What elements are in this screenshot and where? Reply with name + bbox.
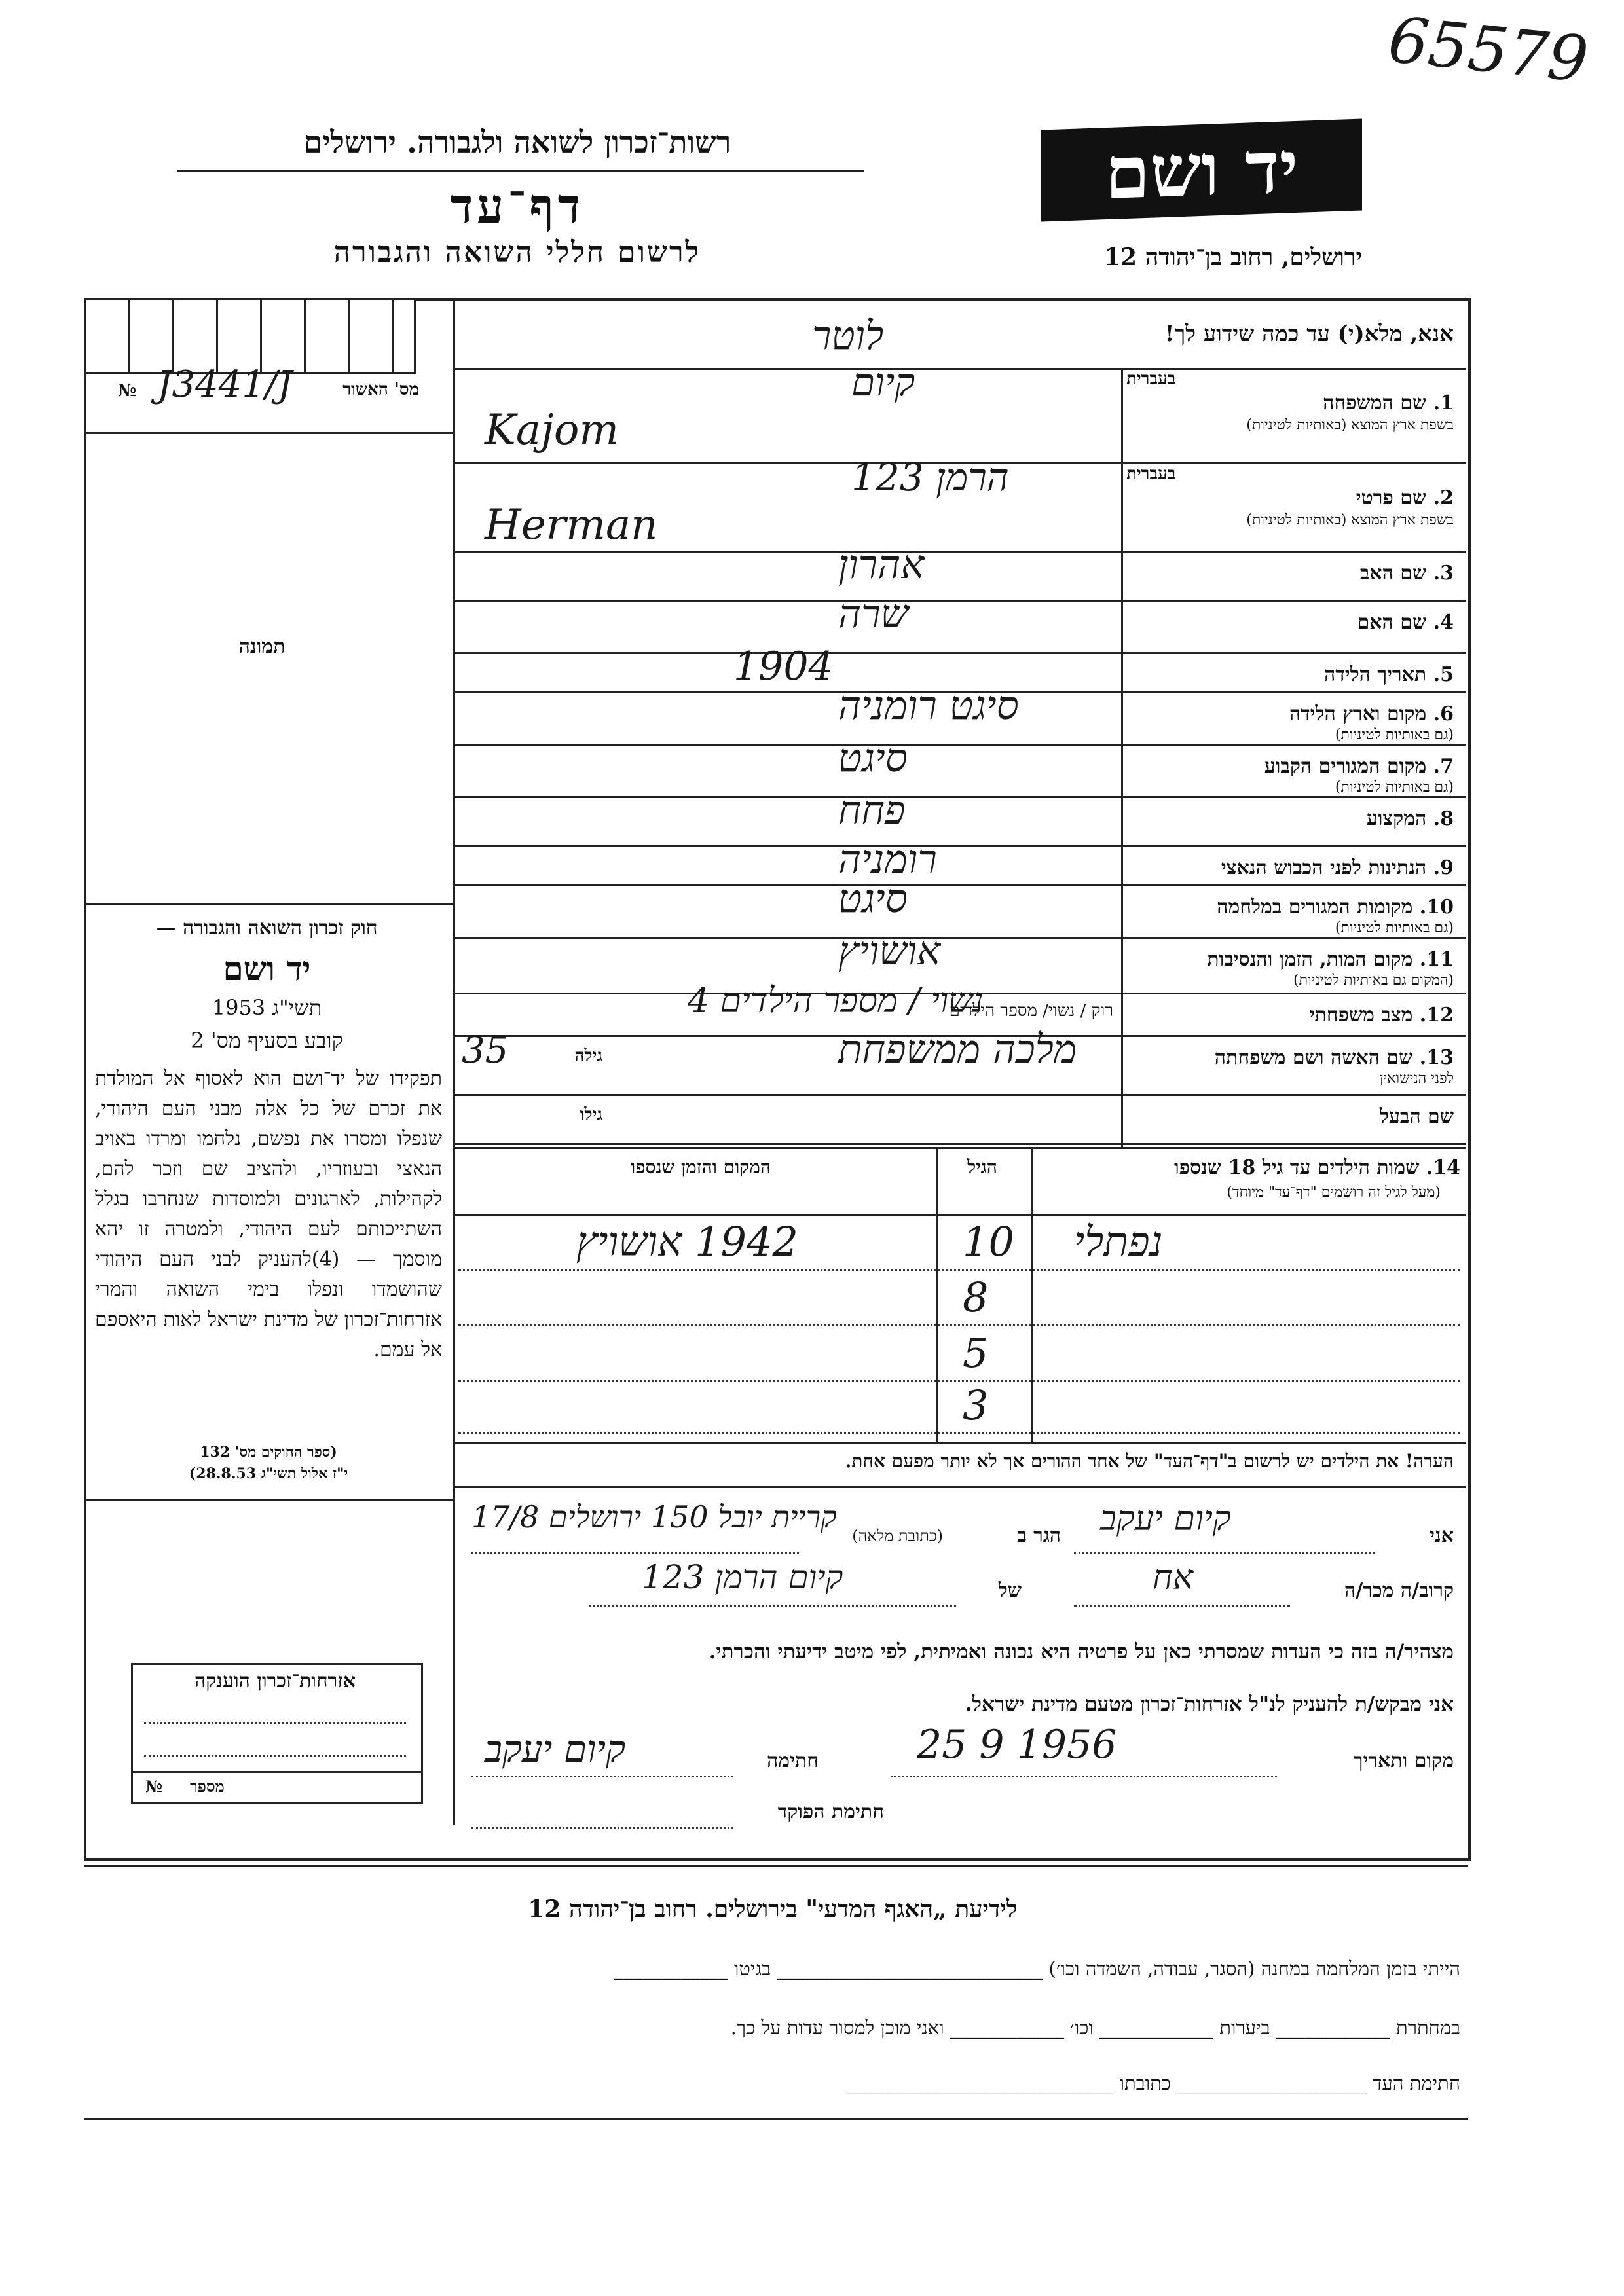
sidebar-divider [453,300,455,1825]
field-value-10: סיגט [838,876,908,922]
field-label-6: 6. מקום וארץ הלידה [1289,702,1454,725]
field-hint-2: בעברית [1126,464,1176,484]
field-value-latin-2: Herman [485,501,658,549]
field-value-3: אהרון [838,542,925,588]
field-value-he-2: הרמן 123 [851,455,1009,500]
decl-relation: אח [1153,1558,1193,1597]
child-row-rule-2 [458,1324,1460,1326]
field-label-12: 12. מצב משפחתי [1309,1004,1454,1027]
child-row-rule-3 [458,1380,1460,1382]
child-age-4: 3 [963,1381,989,1429]
field-rule-8 [453,845,1466,847]
note-bottom-rule [453,1486,1466,1488]
footer-line-2: במחתרת ____________ ביערות ____________ וכו׳ ____________ ואני מוכן למסור עדות על כך. [730,2016,1460,2039]
footer-rule-2 [84,1865,1468,1867]
field-label-7: 7. מקום המגורים הקבוע [1264,755,1454,778]
field-printed-12: רוק / נשוי/ מספר הילדים [949,1001,1113,1021]
note: הערה! את הילדים יש לרשום ב"דף־העד" של אחד ההורים אך לא יותר מפעם אחת. [845,1450,1454,1472]
field-value-5: 1904 [733,644,834,689]
field-hint-1: בעברית [1126,369,1176,389]
children-label: 14. שמות הילדים עד גיל 18 שנספו [1173,1156,1460,1179]
field-label-9: 9. הנתינות לפני הכבוש הנאצי [1221,856,1454,879]
law-clause: קובע בסעיף מס' 2 [191,1028,343,1053]
child-age-2: 8 [963,1273,989,1321]
field-label-14: שם הבעל [1379,1105,1454,1128]
citizenship-line-1 [144,1722,406,1724]
instruction: אנא, מלא(י) עד כמה שידוע לך! [1164,321,1454,347]
registration-no-sign: № [118,381,137,401]
registration-number: J3441/J [157,363,293,406]
decl-line-name [1074,1552,1375,1554]
field-rule-2 [453,551,1466,553]
footer-rule-1 [84,1858,1468,1860]
field-value-7: סיגט [838,735,908,781]
yad-vashem-logo: יד ושם [1041,118,1362,221]
field-label-11: 11. מקום המות, הזמן והנסיבות [1207,948,1454,971]
field-sub-11: (המקום גם באותיות לטיניות) [1293,972,1454,989]
law-name: יד ושם [223,949,311,988]
decl-line-signature [471,1776,733,1777]
field-rule-14 [453,1143,1466,1145]
sidebar-rule-1 [86,432,453,434]
field-sub-7: (גם באותיות לטיניות) [1335,779,1454,795]
citizenship-number-label: מספר [190,1777,225,1796]
decl-official-label: חתימת הפוקד [777,1800,884,1823]
decl-line-date [891,1776,1277,1777]
decl-resident-label: הגר ב [1017,1524,1061,1547]
citizenship-no-sign: № [145,1777,163,1796]
law-text: תפקידו של יד־ושם הוא לאסוף אל המולדת את זכרם של כל אלה מבני העם היהודי, שנפלו ומסרו את נפשם, נלחמו ומרדו באויב הנאצי ובעוזריו, ולהציב שם וזכר להם, לקהילות, לארגונים ולמוסדות שנחרבו בגלל השתייכותם לעם היהודי, ולמטרה זו יהא מוסמך — (4)להעניק לבני העם היהודי שהושמדו ונפלו בימי השואה והמרי אזרחות־זכרון של מדינת ישראל לאות היאספם אל עמם. [95,1067,442,1361]
sidebar-rule-2 [86,903,453,905]
field-label-2: 2. שם פרטי [1356,486,1454,509]
field-value-6: סיגט רומניה [838,683,1019,729]
field-rule-13 [453,1094,1466,1096]
children-age-col-left [936,1147,938,1442]
footer-title: לידיעת „האגף המדעי" בירושלים. רחוב בן־יהודה 12 [528,1895,1018,1923]
decl-line-address [471,1552,799,1554]
instruction-handwritten: לוטר [812,313,884,359]
field-value-9: רומניה [838,837,937,883]
field-age-label-13: גילה [574,1046,602,1066]
field-sub-6: (גם באותיות לטיניות) [1335,727,1454,743]
law-year: תשי"ג 1953 [212,995,322,1020]
field-value-he-1: קיום [851,360,915,405]
note-top-rule [453,1442,1466,1444]
form-subtitle: לרשום חללי השואה והגבורה [333,236,701,269]
registration-label: מס' האשור [342,380,419,399]
decl-witness-name: קיום יעקב [1100,1499,1231,1539]
field-label-1: 1. שם המשפחה [1323,392,1454,414]
field-value-latin-1: Kajom [485,406,619,454]
field-label-5: 5. תאריך הלידה [1324,663,1454,686]
field-age-label-14: גילו [580,1105,602,1125]
field-age-value-13: 35 [462,1029,509,1072]
photo-label: תמונה [238,635,286,658]
field-rule-9 [453,884,1466,886]
children-age-col-right [1031,1147,1033,1442]
field-value-4: שרה [838,591,909,637]
citizenship-line-3 [131,1771,421,1773]
decl-address-hint: (כתובת מלאה) [852,1527,943,1545]
field-label-10: 10. מקומות המגורים במלחמה [1217,896,1454,919]
header-rule [177,170,864,172]
child-name-1: נפתלי [1074,1218,1163,1266]
children-col-place: המקום והזמן שנספו [631,1156,771,1178]
field-rule-4 [453,652,1466,654]
decl-date-value: 25 9 1956 [917,1722,1117,1768]
children-header-rule [453,1214,1466,1216]
decl-witness-address: 17/8 קריית יובל 150 ירושלים [471,1499,837,1535]
decl-of-label: של [998,1579,1022,1602]
field-label-8: 8. המקצוע [1366,807,1454,830]
footer-line-1: הייתי בזמן המלחמה במחנה (הסגר, עבודה, השמדה וכו׳) ____________________________ בגיטו ____________ [614,1958,1460,1980]
field-sub-1: בשפת ארץ המוצא (באותיות לטיניות) [1246,417,1454,433]
archive-number: 65579 [1384,3,1592,97]
field-rule-7 [453,796,1466,798]
field-sub-2: בשפת ארץ המוצא (באותיות לטיניות) [1246,512,1454,528]
decl-signature-label: חתימה [767,1749,819,1772]
footer-line-3: חתימת העד ____________________ כתובתו ____________________________ [847,2072,1460,2094]
field-label-4: 4. שם האם [1357,611,1454,634]
law-heading: חוק זכרון השואה והגבורה — [156,917,378,939]
decl-place-date-label: מקום ותאריך [1353,1749,1454,1772]
field-rule-10 [453,937,1466,939]
field-sub-13: לפני הנישואין [1379,1070,1454,1087]
field-value-12: נשוי / מספר הילדים 4 [688,981,984,1021]
label-column-divider [1121,368,1123,1147]
citizenship-box-title: אזרחות־זכרון הוענקה [194,1669,356,1692]
decl-line-relation [1074,1605,1290,1607]
child-age-1: 10 [963,1218,1014,1266]
decl-line-relative-of [589,1605,956,1607]
child-row-rule-4 [458,1432,1460,1434]
decl-statement: מצהיר/ה בזה כי העדות שמסרתי כאן על פרטיה היא נכונה ואמיתית, לפי מיטב ידיעתי והכרתי. [709,1640,1454,1664]
decl-request: אני מבקש/ת להעניק לנ"ל אזרחות־זכרון מטעם מדינת ישראל. [965,1692,1454,1716]
field-rule-3 [453,600,1466,602]
children-sub: (מעל לגיל זה רושמים "דף־עד" מיוחד) [1227,1184,1441,1201]
child-place-1: 1942 אושויץ [576,1218,798,1266]
decl-i-label: אני [1430,1524,1454,1547]
field-value-13: מלכה ממשפחת [838,1027,1077,1072]
field-value-8: פחח [838,788,906,833]
footer-bottom-rule [84,2118,1468,2120]
header-address: ירושלים, רחוב בן־יהודה 12 [1103,244,1362,271]
field-rule-6 [453,744,1466,746]
law-ref-2: י"ז אלול תשי"ג 28.8.53) [189,1465,348,1482]
decl-signature-value: קיום יעקב [485,1728,626,1771]
law-ref-1: (ספר החוקים מס' 132 [200,1444,337,1461]
form-title: דף־עד [450,178,585,234]
citizenship-line-2 [144,1755,406,1757]
children-top-rule [453,1147,1466,1149]
sidebar-rule-3 [86,1499,453,1501]
field-value-11: אושויץ [838,928,941,974]
decl-line-official [471,1827,733,1829]
children-col-age: הגיל [967,1156,997,1178]
decl-relative-of: קיום הרמן 123 [642,1558,843,1596]
child-age-3: 5 [963,1329,989,1377]
field-label-3: 3. שם האב [1359,562,1454,585]
field-sub-10: (גם באותיות לטיניות) [1335,920,1454,936]
decl-relative-label: קרוב/ה מכר/ה [1344,1579,1454,1602]
header-authority: רשות־זכרון לשואה ולגבורה. ירושלים [303,124,731,160]
child-row-rule-1 [458,1269,1460,1271]
field-label-13: 13. שם האשה ושם משפחתה [1214,1046,1454,1069]
